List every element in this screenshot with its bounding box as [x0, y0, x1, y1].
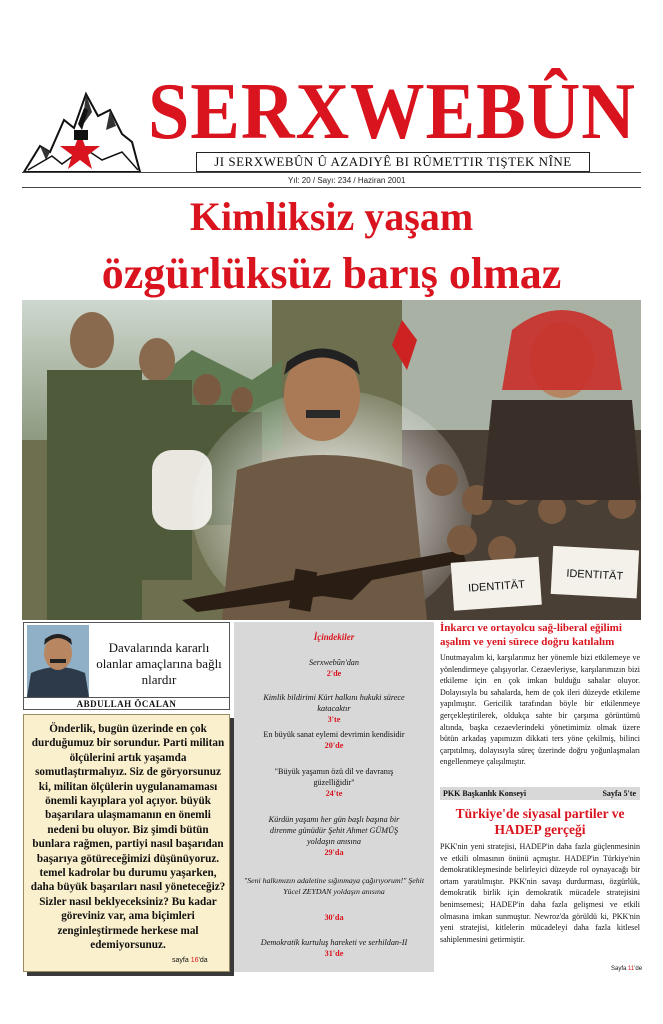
page-ref-suffix: 'da: [198, 957, 208, 964]
lead-article-page-ref[interactable]: [172, 957, 208, 964]
contents-item[interactable]: [234, 692, 434, 725]
article-2-page-ref[interactable]: [611, 966, 642, 972]
lead-article-text: Önderlik, bugün üzerinde en çok durduğumuz bir sorundur. Parti militan ölçülerini artık yaşamda somutlaştırmalıyız. Siz de göryorsunuz ki, militan ölçülerin uygulanamaması önemli kayıplara yol açıyor. büyük başarılara ulaşmamanın en önemli nedeni bu oluyor. Biz şimdi bütün bunlara rağmen, partiyi nasıl başarıdan başarıya götüreceğimizi düşünüyoruz. temel kadrolar bu durumu yaşarken, daha büyük başarıları nasıl yöneteceğiz? Sizler nasıl beklyeceksiniz? Bu kadar göreviniz var, ama biçimleri zenginleştirmede herkese mal edemiyorsunuz.: [30, 723, 226, 952]
cover-photo-collage: [22, 300, 641, 620]
main-headline-line2: özgürlüksüz barış olmaz: [101, 249, 562, 298]
contents-item[interactable]: [234, 937, 434, 959]
leader-name: ABDULLAH ÖCALAN: [23, 697, 230, 709]
contents-item[interactable]: [234, 766, 434, 799]
contents-title: İçindekiler: [313, 632, 355, 642]
article-1-page-ref[interactable]: Sayfa 5'te: [602, 789, 636, 798]
masthead-tagline: JI SERXWEBÛN Û AZADIYÊ BI RÛMETTIR TIŞTEK NÎNE: [196, 152, 590, 172]
masthead-title: SERXWEBÛN: [148, 68, 636, 156]
contents-item-page: 30'da: [324, 913, 344, 922]
contents-item-page: 20'de: [324, 741, 344, 750]
contents-item-title: "Büyük yaşamın özü dil ve davranış güzelliğidir": [274, 767, 394, 787]
contents-item-title: Demokratik kurtuluş hareketi ve serhildan-II: [260, 938, 408, 947]
mountain-star-logo: [22, 86, 142, 178]
masthead-rule: [22, 172, 641, 173]
contents-item-title: Kürdün yaşamı her gün başlı başına bir direnme günüdür Şehit Ahmet GÜMÜŞ yoldaşın anısına: [268, 815, 400, 846]
issue-rule: [22, 187, 641, 188]
main-headline-line1: Kimliksiz yaşam: [189, 194, 474, 239]
page-ref-prefix: sayfa: [172, 957, 191, 964]
protest-sign-2: IDENTITÄT: [566, 567, 624, 583]
leader-quote: Davalarında kararlı olanlar amaçlarına bağlı nlardır: [96, 640, 222, 687]
contents-item-title: En büyük sanat eylemi devrimin kendisidir: [263, 730, 405, 739]
contents-item[interactable]: [234, 875, 434, 897]
article-2-headline[interactable]: Türkiye'de siyasal partiler ve HADEP gerçeği: [455, 806, 625, 837]
contents-item-page: 29'da: [324, 848, 344, 857]
article-1-headline[interactable]: İnkarcı ve ortayolcu sağ-liberal eğilimi aşalım ve yeni sürece doğru katılalım: [440, 622, 622, 648]
protest-sign-1: IDENTITÄT: [467, 578, 526, 595]
issue-line: Yıl: 20 / Sayı: 234 / Haziran 2001: [288, 176, 406, 185]
contents-item[interactable]: [234, 814, 434, 858]
page-ref-number: 16: [190, 957, 199, 964]
contents-item-title: Serxwebûn'dan: [309, 658, 359, 667]
contents-item-title: "Seni halkımızın adaletine sığınmaya çağırıyorum!" Şehit Yücel ZEYDAN yoldaşın anısına: [243, 876, 424, 896]
contents-item[interactable]: [234, 657, 434, 679]
leader-portrait: [27, 625, 89, 697]
contents-item-page: 31'de: [324, 949, 344, 958]
contents-item-page: 24'te: [325, 789, 343, 798]
contents-item-title: Kimlik bildirimi Kürt halkını hukuki sürece katacaktır: [263, 693, 405, 713]
contents-item-page: 2'de: [326, 669, 342, 678]
contents-item-page: 3'te: [327, 715, 341, 724]
contents-item[interactable]: [234, 729, 434, 751]
page-ref-suffix: 'de: [634, 966, 643, 972]
article-1-signature: PKK Başkanlık Konseyi: [443, 789, 527, 798]
article-1-body: Unutmayalım ki, karşılarımız her yönemle bizi etkilemeye ve yönlendirmeye çalışıyorlar. Cezaevleriyse, karşılarımızın bizi etkileme için en çok imkan bulduğu sahalar oluyor. Dolayısıyla bu sahalarda, hem de çok ileri düzeyde etkileme yapılmıştır. Gericilik tarafından böyle bir etkilenmeye gerçekleştirilerek, oldukça sahte bir çarşıma görüntümü altında, başka cezaevlerindeki yönetimimiz olmak üzere bütün arkadaş yapımızın dikkati ters yöne çekilmiş, bilinci çarpıtılmış, dolayısıyla süreç üzerinde doğru yoğunlaşmaları engellenmeye çalışılmıştır.: [440, 653, 640, 767]
article-1-signature-bar: [440, 787, 640, 800]
article-2-body: PKK'nin yeni stratejisi, HADEP'in daha fazla güçlenmesinin ve etkili olmasının önünü açmıştır. HADEP'in Türkiye'nin demokratikleşmesinde belirleyici düzeyde rol oynayacağı bir ortam yaratılmıştır. PKK'nin savaşı durdurması, özgürlük, demokratik birlik için demokratik mücadele stratejisini benimsemesi; HADEP'in daha fazla gelişmesi ve etkili olmasına imkan sunmuştur. Newroz'da görüldü ki, PKK'nin yeni stratejisi, kitlelerin mücadeleyi daha fazla kitlesel sahiplenmesini getirmiştir.: [440, 842, 640, 944]
page-ref-prefix: Sayfa: [611, 966, 629, 972]
page-ref-number: 11: [628, 966, 635, 972]
contents-item[interactable]: [234, 912, 434, 923]
